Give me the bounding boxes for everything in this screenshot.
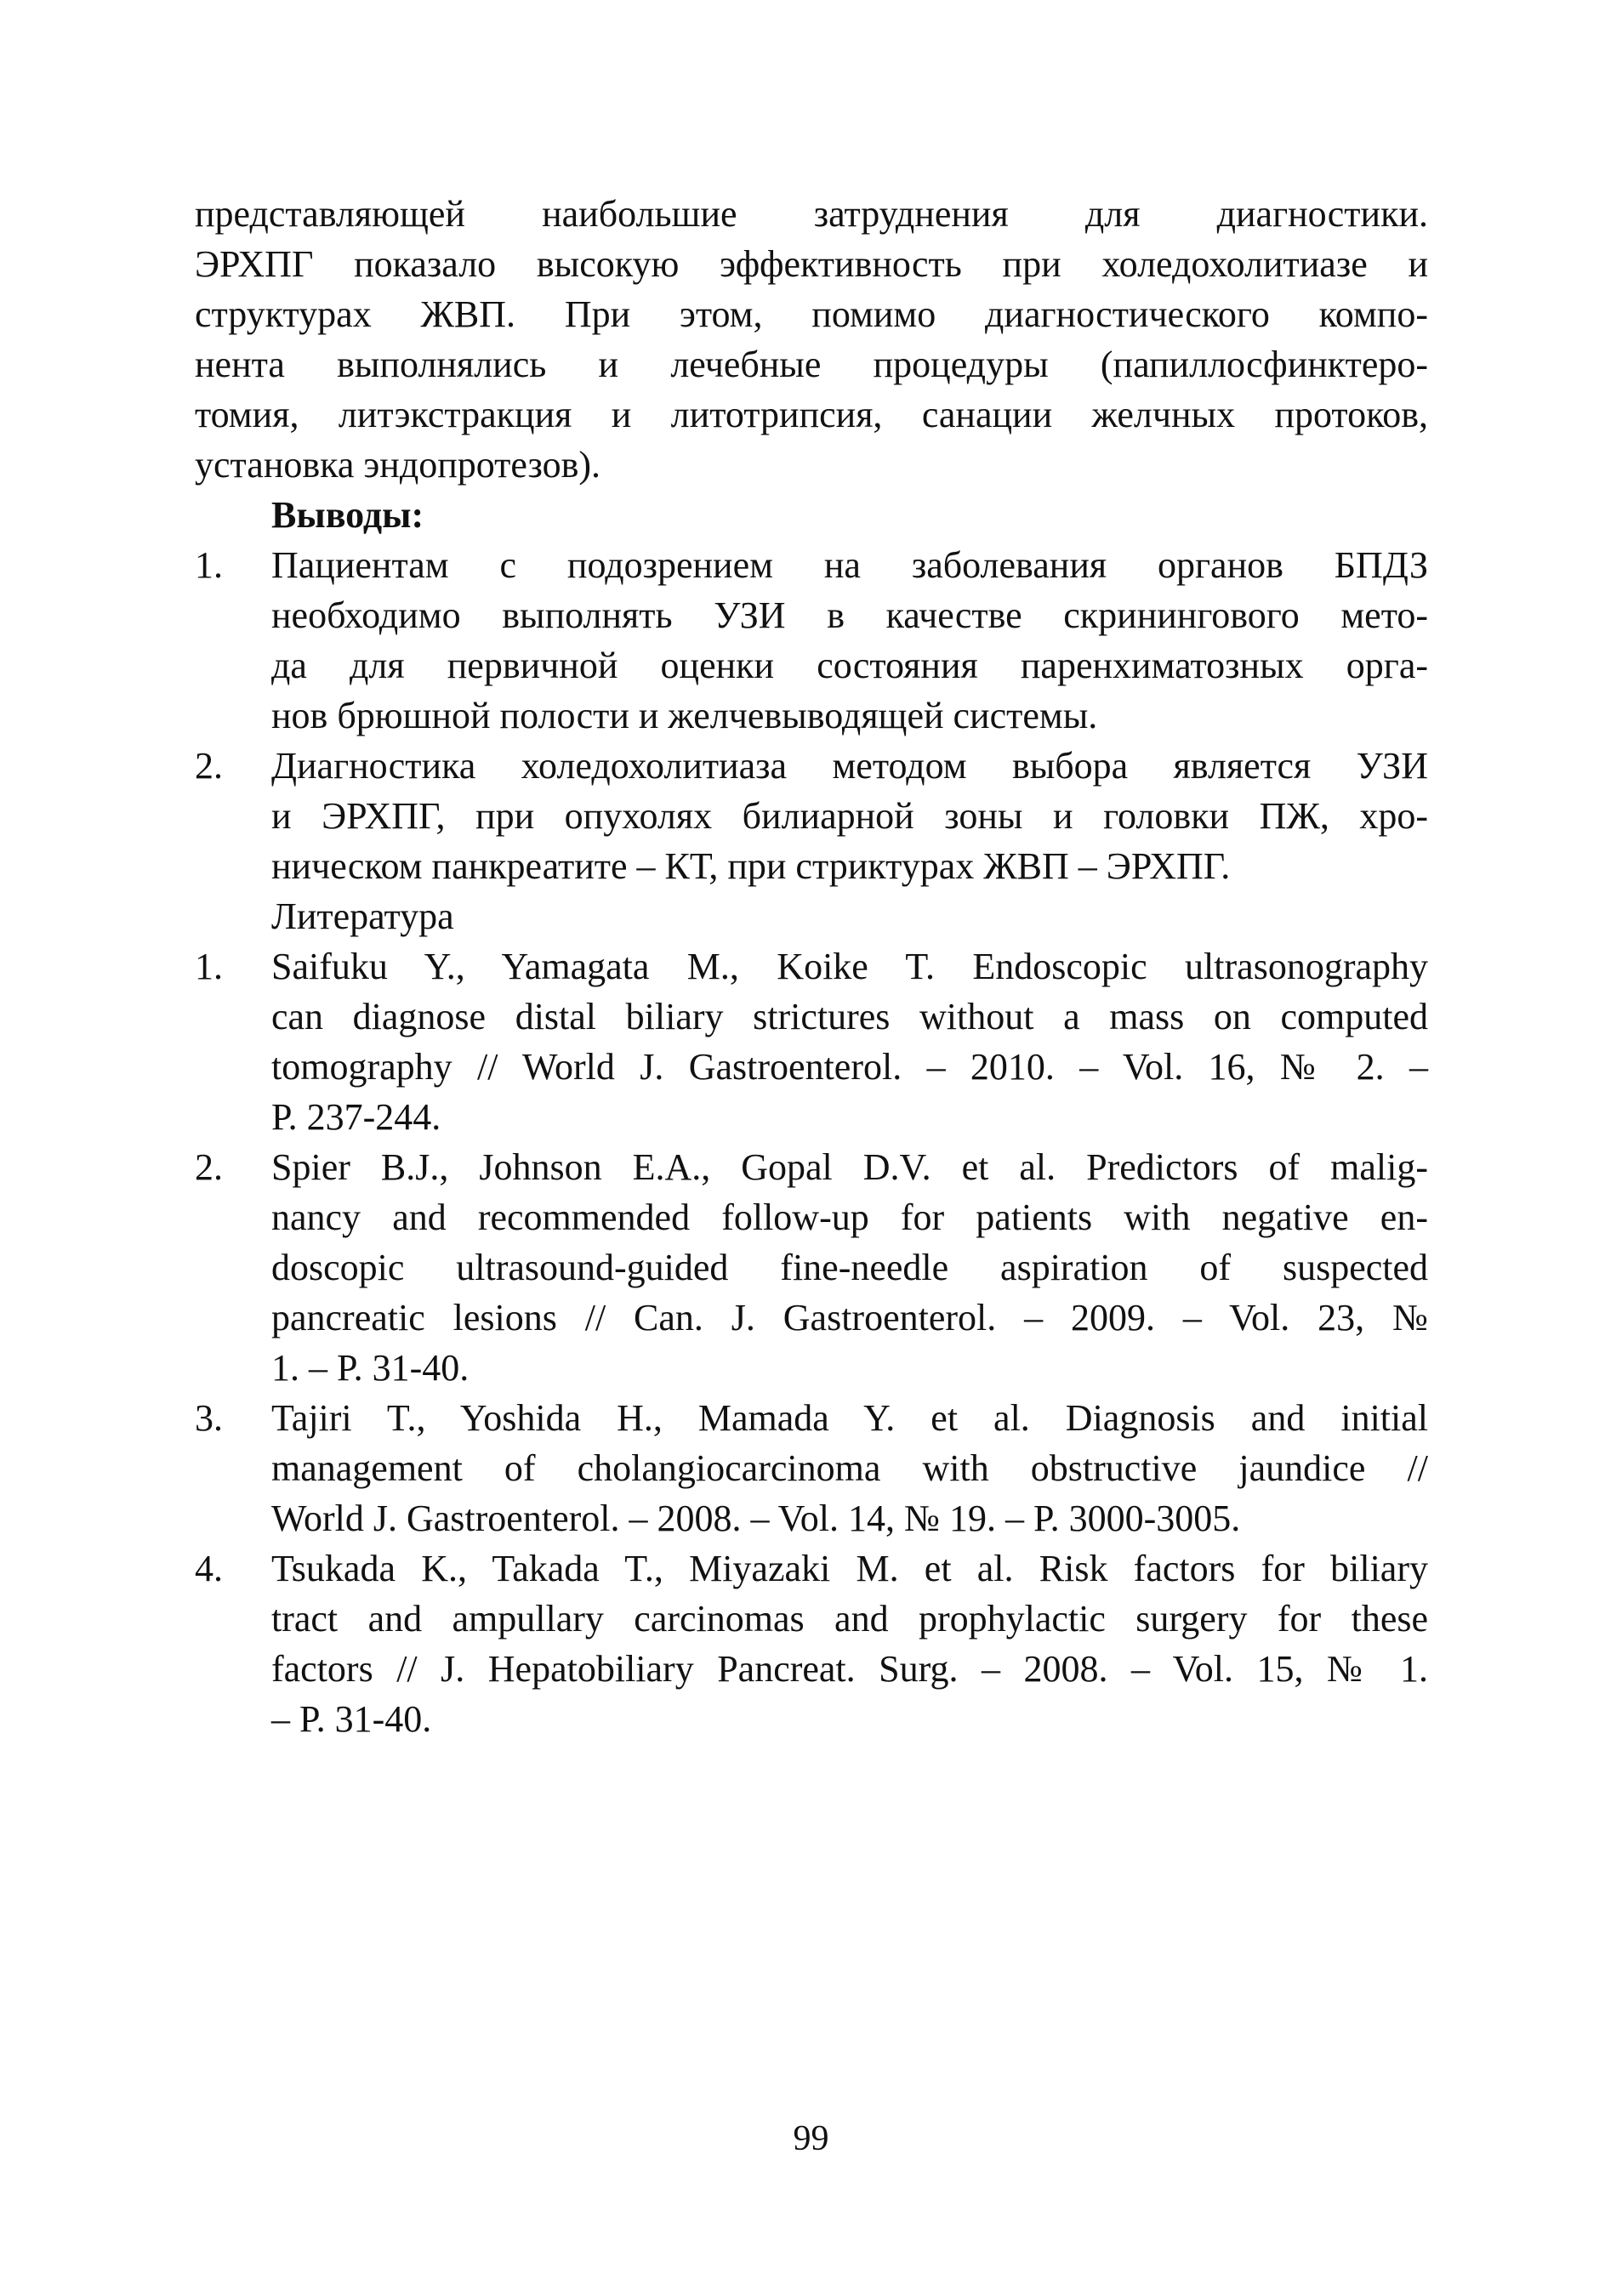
references-list [195, 941, 1428, 1744]
item-line: 1. – P. 31-40. [271, 1347, 470, 1389]
intro-line: ЭРХПГ показало высокую эффективность при холедохолитиазе и [195, 243, 1428, 285]
references-heading: Литература [271, 895, 454, 937]
list-number: 3. [195, 1397, 223, 1439]
item-line: pancreatic lesions // Can. J. Gastroenterol. – 2009. – Vol. 23, № [271, 1297, 1428, 1338]
item-line: management of cholangiocarcinoma with obstructive jaundice // [271, 1447, 1428, 1489]
page-number: 99 [793, 2119, 829, 2158]
item-line: Tsukada K., Takada T., Miyazaki M. et al. Risk factors for biliary [271, 1548, 1428, 1589]
item-line: factors // J. Hepatobiliary Pancreat. Surg. – 2008. – Vol. 15, № 1. [271, 1648, 1428, 1690]
intro-line: нента выполнялись и лечебные процедуры (папиллосфинктеро- [195, 344, 1428, 385]
item-line: Saifuku Y., Yamagata M., Koike T. Endoscopic ultrasonography [271, 946, 1428, 987]
conclusion-item [195, 540, 1428, 741]
item-line: tomography // World J. Gastroenterol. – 2010. – Vol. 16, № 2. – [271, 1046, 1428, 1088]
intro-line: структурах ЖВП. При этом, помимо диагностического компо- [195, 293, 1428, 335]
item-line: Пациентам с подозрением на заболевания органов БПДЗ [271, 544, 1428, 586]
list-number: 4. [195, 1548, 223, 1589]
document-page [195, 189, 1428, 1744]
conclusion-item [195, 741, 1428, 891]
reference-item [195, 941, 1428, 1142]
item-line: ническом панкреатите – КТ, при стриктурах ЖВП – ЭРХПГ. [271, 845, 1231, 887]
list-number: 1. [195, 946, 223, 987]
item-line: can diagnose distal biliary strictures without a mass on computed [271, 996, 1428, 1037]
item-line: и ЭРХПГ, при опухолях билиарной зоны и головки ПЖ, хро- [271, 795, 1428, 837]
item-line: Spier B.J., Johnson E.A., Gopal D.V. et al. Predictors of malig- [271, 1146, 1428, 1188]
item-line: doscopic ultrasound-guided fine-needle aspiration of suspected [271, 1247, 1428, 1288]
reference-item [195, 1393, 1428, 1543]
item-line: P. 237-244. [271, 1096, 441, 1138]
item-line: да для первичной оценки состояния паренхиматозных орга- [271, 645, 1428, 686]
item-line: World J. Gastroenterol. – 2008. – Vol. 14, № 19. – P. 3000-3005. [271, 1498, 1241, 1539]
intro-paragraph [195, 189, 1428, 490]
item-line: Tajiri T., Yoshida H., Mamada Y. et al. Diagnosis and initial [271, 1397, 1428, 1439]
item-line: tract and ampullary carcinomas and prophylactic surgery for these [271, 1598, 1428, 1640]
list-number: 2. [195, 745, 223, 787]
item-line: Диагностика холедохолитиаза методом выбора является УЗИ [271, 745, 1428, 787]
intro-line: представляющей наибольшие затруднения для диагностики. [195, 193, 1428, 235]
list-number: 1. [195, 544, 223, 586]
reference-item [195, 1142, 1428, 1393]
conclusions-heading: Выводы: [271, 494, 424, 536]
reference-item [195, 1543, 1428, 1744]
item-line: необходимо выполнять УЗИ в качестве скринингового мето- [271, 594, 1428, 636]
intro-line: томия, литэкстракция и литотрипсия, санации желчных протоков, [195, 394, 1428, 435]
item-line: нов брюшной полости и желчевыводящей системы. [271, 695, 1098, 736]
list-number: 2. [195, 1146, 223, 1188]
intro-line: установка эндопротезов). [195, 444, 601, 486]
item-line: – P. 31-40. [271, 1698, 432, 1740]
conclusions-list [195, 540, 1428, 891]
item-line: nancy and recommended follow-up for patients with negative en- [271, 1196, 1428, 1238]
